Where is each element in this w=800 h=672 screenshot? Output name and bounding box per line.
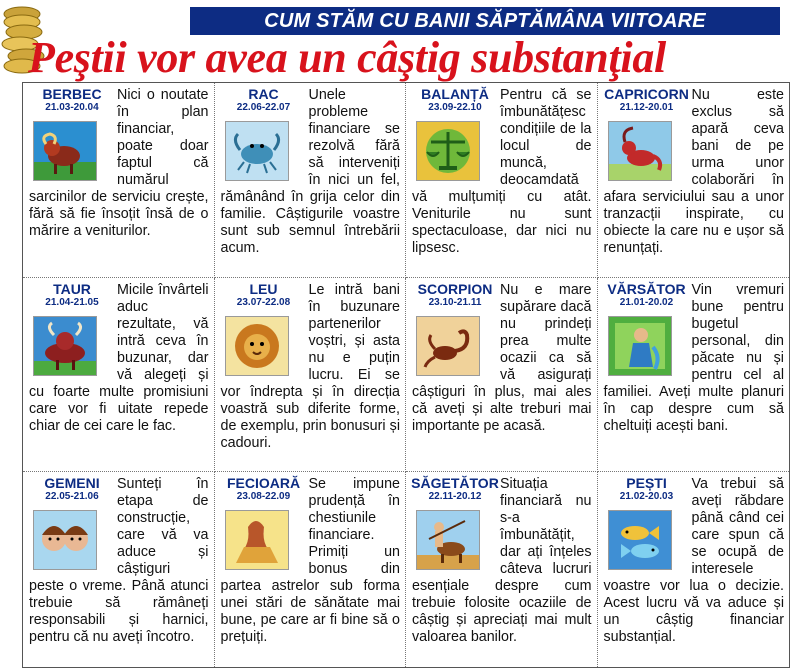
sign-card-taur bbox=[23, 278, 215, 473]
scorpio-scorpion-icon bbox=[416, 316, 480, 376]
sign-dates: 22.05-21.06 bbox=[45, 491, 99, 503]
gemini-twins-icon bbox=[33, 510, 97, 570]
sign-dates: 23.09-22.10 bbox=[428, 102, 482, 113]
sign-card-balanta bbox=[406, 83, 598, 278]
sign-dates: 21.02-20.03 bbox=[619, 491, 674, 503]
sign-dates: 22.06-22.07 bbox=[236, 102, 291, 113]
pisces-fish-icon bbox=[608, 510, 672, 570]
sign-heading bbox=[410, 87, 500, 114]
sign-card-rac bbox=[215, 83, 407, 278]
forecast-text: Va trebui să aveți răbdare până când cei care spun că se ocupă de interesele voastre vor lua o decizie. Acest lucru vă va aduce și un câștig financiar substanțial. bbox=[603, 476, 784, 646]
sign-name: BALANȚĂ bbox=[421, 86, 489, 102]
sign-heading bbox=[27, 87, 117, 114]
sagittarius-archer-icon bbox=[416, 510, 480, 570]
sign-heading bbox=[410, 476, 500, 503]
sign-dates: 21.03-20.04 bbox=[45, 102, 99, 113]
sign-card-fecioara bbox=[215, 472, 407, 667]
forecast-text: Pentru că se îmbunătățesc condițiile de la locul de muncă, deocamdată vă mulțumiți cu atât. Veniturile nu sunt spectaculoase, dar nici nu lipsesc. bbox=[412, 87, 592, 256]
page-headline: Peştii vor avea un câştig substanţial bbox=[28, 33, 666, 82]
forecast-text: Situația financiară nu s-a îmbunătățit, dar ați înțeles câteva lucruri esențiale despre cum trebuie folosite ocaziile de câștig și apreciați mai mult valoarea banilor. bbox=[412, 476, 592, 646]
sign-heading bbox=[602, 476, 692, 503]
forecast-text: Nici o noutate în plan financiar, poate doar faptul că numărul sarcinilor de serviciu crește, fără să fie însoțit însă de o mărire a veniturilor. bbox=[29, 87, 209, 239]
sign-name: CAPRICORN bbox=[604, 86, 689, 102]
forecast-text: Nu este exclus să apară ceva bani de pe urma unor colaborări în afara serviciului sau a unor tranzacții inspirate, cu obiecte la care nu e ușor să renunțați. bbox=[603, 87, 784, 256]
virgo-maiden-icon bbox=[225, 510, 289, 570]
sign-card-sagetator bbox=[406, 472, 598, 667]
sign-heading bbox=[602, 87, 692, 114]
sign-dates: 23.08-22.09 bbox=[236, 491, 291, 503]
sign-name: FECIOARĂ bbox=[226, 475, 301, 492]
section-banner: CUM STĂM CU BANII SĂPTĂMÂNA VIITOARE bbox=[190, 7, 780, 35]
sign-card-berbec bbox=[23, 83, 215, 278]
aries-ram-icon bbox=[33, 121, 97, 181]
aquarius-water-bearer-icon bbox=[608, 316, 672, 376]
sign-card-capricorn bbox=[598, 83, 790, 278]
leo-lion-icon bbox=[225, 316, 289, 376]
sign-heading bbox=[219, 476, 309, 503]
sign-name: GEMENI bbox=[44, 475, 100, 492]
horoscope-grid bbox=[22, 82, 790, 668]
forecast-text: Unele probleme financiare se rezolvă fără să interveniți în nici un fel, rămânând în grija celor din familie. Câștigurile voastre sunt sub semnul întrebării acum. bbox=[220, 87, 400, 256]
sign-name: TAUR bbox=[53, 280, 91, 297]
forecast-text: Micile învârteli aduc rezultate, vă intră ceva în buzunar, dar vă alegeți și cu foarte multe promisiuni care vor fi uitate repede chiar de cei care le fac. bbox=[29, 281, 209, 434]
forecast-text: Vin vremuri bune pentru bugetul personal, din păcate nu și pentru cel al familiei. Aveți multe planuri în cap despre cum să cheltuiți acești bani. bbox=[603, 281, 784, 434]
sign-card-varsator bbox=[598, 278, 790, 473]
sign-name: RAC bbox=[248, 86, 279, 102]
forecast-text: Sunteți în etapa de construcție, care vă va aduce și câștiguri peste o vreme. Până atunci trebuie să rămâneți responsabili și harnici, pentru că nu aveți încotro. bbox=[29, 476, 209, 646]
cancer-crab-icon bbox=[225, 121, 289, 181]
forecast-text: Se impune prudență în chestiunile financiare. Primiți un bonus din partea astrelor sub forma unei stări de sănătate mai bune, pe care ar fi bine să o prețuiți. bbox=[220, 476, 400, 646]
sign-dates: 23.07-22.08 bbox=[236, 296, 291, 308]
sign-card-pesti bbox=[598, 472, 790, 667]
forecast-text: Nu e mare supărare dacă nu prindeți prea multe ocazii ca să vă asigurați câștiguri în plus, mai ales că aveți și alte treburi mai importante pe acasă. bbox=[412, 281, 592, 434]
sign-card-gemeni bbox=[23, 472, 215, 667]
sign-heading bbox=[410, 282, 500, 309]
sign-dates: 21.04-21.05 bbox=[45, 296, 99, 308]
sign-dates: 22.11-20.12 bbox=[428, 491, 482, 503]
sign-card-leu bbox=[215, 278, 407, 473]
sign-name: PEȘTI bbox=[626, 475, 667, 492]
sign-dates: 21.12-20.01 bbox=[619, 102, 674, 113]
sign-dates: 21.01-20.02 bbox=[619, 296, 674, 308]
sign-name: LEU bbox=[249, 280, 278, 297]
sign-heading bbox=[27, 282, 117, 309]
sign-card-scorpion bbox=[406, 278, 598, 473]
sign-heading bbox=[27, 476, 117, 503]
sign-heading bbox=[219, 282, 309, 309]
sign-dates: 23.10-21.11 bbox=[428, 296, 482, 308]
sign-name: SCORPION bbox=[417, 280, 493, 297]
sign-name: BERBEC bbox=[42, 86, 102, 102]
capricorn-goat-icon bbox=[608, 121, 672, 181]
taurus-bull-icon bbox=[33, 316, 97, 376]
sign-heading bbox=[602, 282, 692, 309]
sign-heading bbox=[219, 87, 309, 114]
forecast-text: Le intră bani în buzunare partenerilor voștri, și asta nu e puțin lucru. Ei se vor îndrepta și în direcția voastră sub diferite forme, de exemplu, prin bonusuri și cadouri. bbox=[220, 281, 400, 451]
sign-name: SĂGETĂTOR bbox=[411, 475, 499, 492]
libra-scales-icon bbox=[416, 121, 480, 181]
sign-name: VĂRSĂTOR bbox=[607, 280, 686, 297]
